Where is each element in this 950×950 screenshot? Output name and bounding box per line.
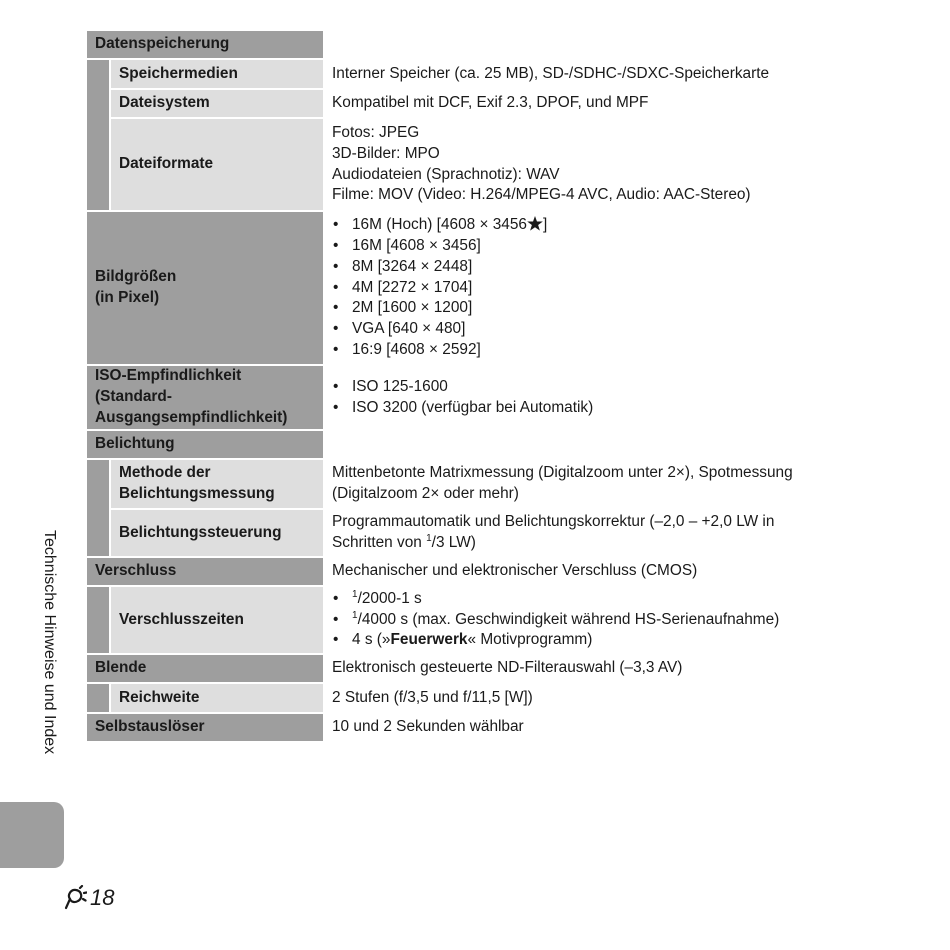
bullet-list <box>332 377 877 419</box>
list-item: • VGA [640 × 480] <box>332 319 877 340</box>
section-header-datenspeicherung: Datenspeicherung <box>87 31 323 60</box>
section-indent-bar <box>87 60 109 212</box>
list-item: • 8M [3264 × 2448] <box>332 257 877 278</box>
spec-value-speichermedien: Interner Speicher (ca. 25 MB), SD-/SDHC-/SDXC-Speicherkarte <box>323 60 877 90</box>
value-line: Mittenbetonte Matrixmessung (Digitalzoom unter 2×), Spotmessung <box>332 464 793 482</box>
bullet-list <box>332 589 877 652</box>
section-header-iso <box>87 366 323 431</box>
spec-row-dateiformate <box>87 119 877 212</box>
spec-label-dateisystem: Dateisystem <box>109 90 323 119</box>
spec-table <box>87 31 877 743</box>
value-line: Audiodateien (Sprachnotiz): WAV <box>332 165 560 183</box>
spec-value-methode <box>323 460 877 510</box>
section-indent-bar <box>87 460 109 558</box>
star-icon <box>527 216 543 231</box>
label-line: Ausgangsempfindlichkeit) <box>95 408 288 426</box>
spec-label-speichermedien: Speichermedien <box>109 60 323 90</box>
section-header-verschluss: Verschluss <box>87 558 323 587</box>
section-header-belichtung: Belichtung <box>87 431 323 460</box>
label-line: Belichtungsmessung <box>119 485 275 502</box>
section-indent-bar <box>87 684 109 714</box>
spec-value-reichweite: 2 Stufen (f/3,5 und f/11,5 [W]) <box>323 684 877 714</box>
spec-label-steuerung: Belichtungssteuerung <box>109 510 323 558</box>
value-line: 3D-Bilder: MPO <box>332 144 440 162</box>
value-line: Fotos: JPEG <box>332 123 420 141</box>
spec-row-blende <box>87 655 877 684</box>
label-line: Bildgrößen <box>95 268 177 286</box>
spec-label-verschlusszeiten: Verschlusszeiten <box>109 587 323 655</box>
section-header-bildgroessen <box>87 212 323 366</box>
label-line: ISO-Empfindlichkeit <box>95 367 242 385</box>
list-item: • 16:9 [4608 × 2592] <box>332 340 877 361</box>
spec-row-selbstausloeser <box>87 714 877 743</box>
list-item: • 2M [1600 × 1200] <box>332 298 877 319</box>
spec-row-belichtung <box>87 431 877 460</box>
spec-value-dateisystem: Kompatibel mit DCF, Exif 2.3, DPOF, und MPF <box>323 90 877 119</box>
bullet-list <box>332 215 877 362</box>
list-item: • 4M [2272 × 1704] <box>332 278 877 299</box>
section-tab <box>0 802 64 868</box>
spec-row-iso <box>87 366 877 431</box>
spec-row-methode <box>87 460 877 510</box>
list-item: • 4 s (»Feuerwerk« Motivprogramm) <box>332 630 877 651</box>
foot-reference-icon <box>61 885 87 911</box>
spec-value-steuerung <box>323 510 877 558</box>
section-indent-bar <box>87 587 109 655</box>
spec-row-speichermedien <box>87 60 877 90</box>
spec-value-verschluss: Mechanischer und elektronischer Verschluss (CMOS) <box>323 558 877 587</box>
list-item: • $^1$/4000 s (max. Geschwindigkeit während HS-Serienaufnahme) <box>332 610 877 631</box>
section-side-label: Technische Hinweise und Index <box>41 530 58 755</box>
spec-row-dateisystem <box>87 90 877 119</box>
page-number: 18 <box>61 885 114 911</box>
label-line: Methode der <box>119 464 211 482</box>
spec-label-reichweite: Reichweite <box>109 684 323 714</box>
spec-value-verschlusszeiten <box>323 587 877 655</box>
spec-label-methode <box>109 460 323 510</box>
list-item: • 16M (Hoch) [4608 × 3456 ] <box>332 215 877 236</box>
value-line: Programmautomatik und Belichtungskorrektur (–2,0 – +2,0 LW in <box>332 513 775 531</box>
list-item: • ISO 125-1600 <box>332 377 877 398</box>
spec-row-verschlusszeiten <box>87 587 877 655</box>
spec-value-iso <box>323 366 877 431</box>
section-header-blende: Blende <box>87 655 323 684</box>
value-line: (Digitalzoom 2× oder mehr) <box>332 485 519 502</box>
spec-value-selbstausloeser: 10 und 2 Sekunden wählbar <box>323 714 877 743</box>
list-item: • ISO 3200 (verfügbar bei Automatik) <box>332 398 877 419</box>
spec-row-datenspeicherung <box>87 31 877 60</box>
spec-row-verschluss <box>87 558 877 587</box>
spec-row-steuerung <box>87 510 877 558</box>
section-header-selbstausloeser: Selbstauslöser <box>87 714 323 743</box>
list-item: • $^1$/2000-1 s <box>332 589 877 610</box>
spec-value-dateiformate <box>323 119 877 212</box>
list-item: • 16M [4608 × 3456] <box>332 236 877 257</box>
label-line: (Standard- <box>95 388 172 406</box>
spec-row-reichweite <box>87 684 877 714</box>
spec-value-blende: Elektronisch gesteuerte ND-Filterauswahl (–3,3 AV) <box>323 655 877 684</box>
value-line: Filme: MOV (Video: H.264/MPEG-4 AVC, Audio: AAC-Stereo) <box>332 186 751 204</box>
value-line: Schritten von $^1$/3 LW) <box>332 532 476 551</box>
spec-value-bildgroessen <box>323 212 877 366</box>
spec-label-dateiformate: Dateiformate <box>109 119 323 212</box>
label-line: (in Pixel) <box>95 289 160 306</box>
spec-row-bildgroessen <box>87 212 877 366</box>
